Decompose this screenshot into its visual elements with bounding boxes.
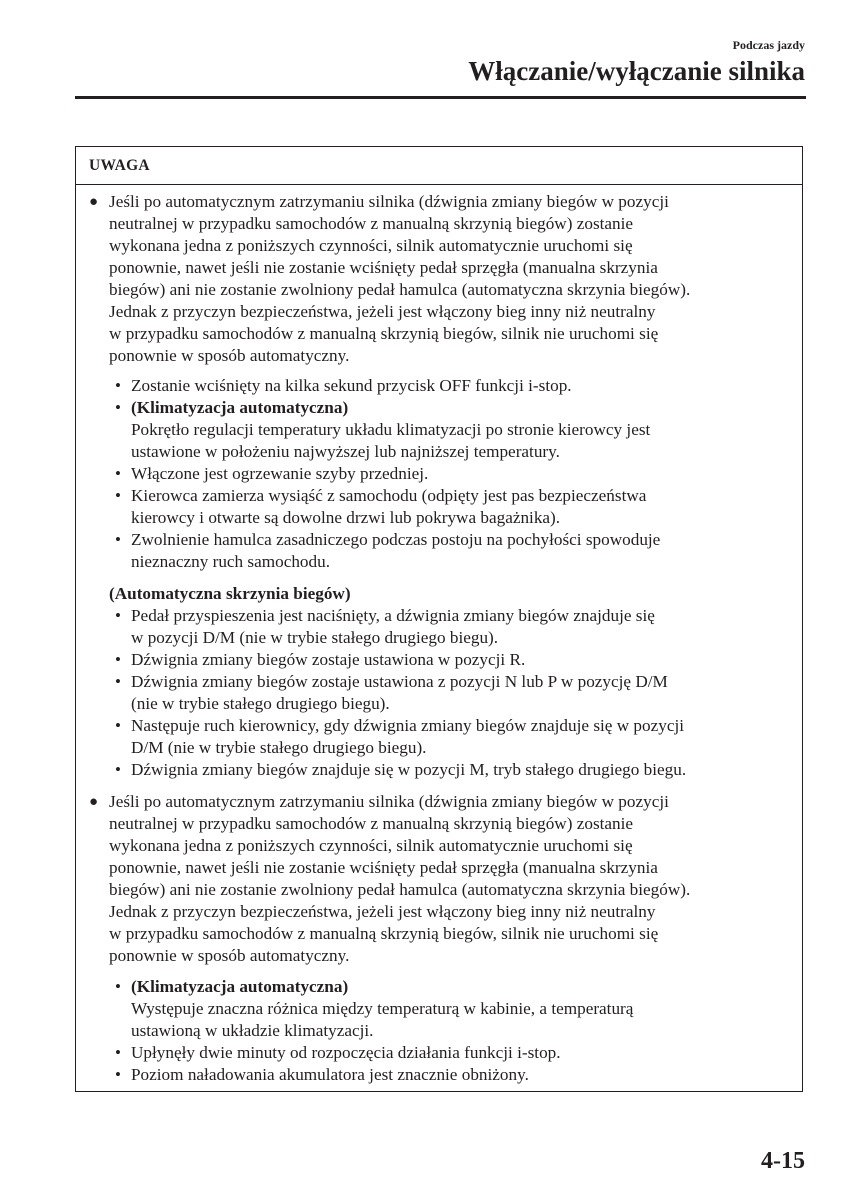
list-item-heading: (Klimatyzacja automatyczna) <box>131 398 349 417</box>
bullet-icon: • <box>115 486 121 505</box>
text-line: ustawioną w układzie klimatyzacji. <box>131 1021 374 1040</box>
text-line: Występuje znaczna różnica między temperaturą w kabinie, a temperaturą <box>131 999 634 1018</box>
text-line: ponownie w sposób automatyczny. <box>109 946 350 965</box>
text-line: wykonana jedna z poniższych czynności, silnik automatycznie uruchomi się <box>109 836 633 855</box>
text-line: w pozycji D/M (nie w trybie stałego drugiego biegu). <box>131 628 499 647</box>
note-body <box>76 185 802 1086</box>
note-box <box>75 146 803 1092</box>
text-line: kierowcy i otwarte są dowolne drzwi lub pokrywa bagażnika). <box>131 508 561 527</box>
bullet-icon: • <box>115 606 121 625</box>
bullet-icon: • <box>115 977 121 996</box>
text-line: ustawione w położeniu najwyższej lub najniższej temperatury. <box>131 442 560 461</box>
bullet-icon: • <box>115 716 121 735</box>
bullet-icon: • <box>115 376 121 395</box>
list-item <box>109 649 788 671</box>
text-line: Zostanie wciśnięty na kilka sekund przycisk OFF funkcji i-stop. <box>131 376 572 395</box>
text-line: Pokrętło regulacji temperatury układu klimatyzacji po stronie kierowcy jest <box>131 420 651 439</box>
list-item <box>109 529 788 573</box>
text-line: Włączone jest ogrzewanie szyby przedniej. <box>131 464 429 483</box>
text-line: D/M (nie w trybie stałego drugiego biegu). <box>131 738 427 757</box>
text-line: Następuje ruch kierownicy, gdy dźwignia zmiany biegów znajduje się w pozycji <box>131 716 685 735</box>
list-item <box>109 1042 788 1064</box>
list-item-heading: (Klimatyzacja automatyczna) <box>131 977 349 996</box>
text-line: Dźwignia zmiany biegów zostaje ustawiona z pozycji N lub P w pozycję D/M <box>131 672 668 691</box>
bullet-icon: • <box>115 760 121 779</box>
text-line: Jeśli po automatycznym zatrzymaniu silnika (dźwignia zmiany biegów w pozycji <box>109 792 669 811</box>
bullet-icon: • <box>115 1065 121 1084</box>
bullet-icon: • <box>115 1043 121 1062</box>
bullet-icon: • <box>115 650 121 669</box>
list-item <box>109 976 788 1042</box>
text-line: Jednak z przyczyn bezpieczeństwa, jeżeli jest włączony bieg inny niż neutralny <box>109 902 656 921</box>
text-line: biegów) ani nie zostanie zwolniony pedał hamulca (automatyczna skrzynia biegów). <box>109 280 691 299</box>
section-label: Podczas jazdy <box>732 38 805 52</box>
bullet-icon: • <box>115 530 121 549</box>
text-line: Pedał przyspieszenia jest naciśnięty, a dźwignia zmiany biegów znajduje się <box>131 606 655 625</box>
text-line: ponownie, nawet jeśli nie zostanie wciśnięty pedał sprzęgła (manualna skrzynia <box>109 858 658 877</box>
bullet-icon: ● <box>89 794 99 810</box>
list-item <box>109 605 788 649</box>
text-line: nieznaczny ruch samochodu. <box>131 552 331 571</box>
list-item <box>109 1064 788 1086</box>
text-line: neutralnej w przypadku samochodów z manualną skrzynią biegów) zostanie <box>109 814 634 833</box>
text-line: Upłynęły dwie minuty od rozpoczęcia działania funkcji i-stop. <box>131 1043 561 1062</box>
bullet-icon: • <box>115 398 121 417</box>
list-item <box>109 375 788 397</box>
text-line: Kierowca zamierza wysiąść z samochodu (odpięty jest pas bezpieczeństwa <box>131 486 647 505</box>
text-line: wykonana jedna z poniższych czynności, silnik automatycznie uruchomi się <box>109 236 633 255</box>
text-line: neutralnej w przypadku samochodów z manualną skrzynią biegów) zostanie <box>109 214 634 233</box>
list-item <box>109 397 788 463</box>
text-line: Poziom naładowania akumulatora jest znacznie obniżony. <box>131 1065 529 1084</box>
list-item <box>109 463 788 485</box>
page-title: Włączanie/wyłączanie silnika <box>468 56 805 86</box>
bullet-icon: • <box>115 464 121 483</box>
text-line: Dźwignia zmiany biegów znajduje się w pozycji M, tryb stałego drugiego biegu. <box>131 760 687 779</box>
list-item <box>109 671 788 715</box>
text-line: Jednak z przyczyn bezpieczeństwa, jeżeli jest włączony bieg inny niż neutralny <box>109 302 656 321</box>
text-line: ponownie w sposób automatyczny. <box>109 346 350 365</box>
list-item <box>109 485 788 529</box>
note-heading: UWAGA <box>76 147 802 185</box>
text-line: Jeśli po automatycznym zatrzymaniu silnika (dźwignia zmiany biegów w pozycji <box>109 192 669 211</box>
text-line: ponownie, nawet jeśli nie zostanie wciśnięty pedał sprzęgła (manualna skrzynia <box>109 258 658 277</box>
bullet-icon: ● <box>89 194 99 210</box>
text-line: Zwolnienie hamulca zasadniczego podczas postoju na pochyłości spowoduje <box>131 530 661 549</box>
text-line: Dźwignia zmiany biegów zostaje ustawiona w pozycji R. <box>131 650 526 669</box>
title-divider <box>75 96 806 99</box>
text-line: biegów) ani nie zostanie zwolniony pedał hamulca (automatyczna skrzynia biegów). <box>109 880 691 899</box>
page-number: 4-15 <box>761 1148 805 1174</box>
text-line: w przypadku samochodów z manualną skrzynią biegów, silnik nie uruchomi się <box>109 924 659 943</box>
note-paragraph-1 <box>89 191 788 781</box>
list-item <box>109 715 788 759</box>
bullet-icon: • <box>115 672 121 691</box>
note-paragraph-2 <box>89 791 788 1086</box>
text-line: (nie w trybie stałego drugiego biegu). <box>131 694 390 713</box>
text-line: w przypadku samochodów z manualną skrzynią biegów, silnik nie uruchomi się <box>109 324 659 343</box>
subsection-heading: (Automatyczna skrzynia biegów) <box>109 584 351 603</box>
list-item <box>109 759 788 781</box>
